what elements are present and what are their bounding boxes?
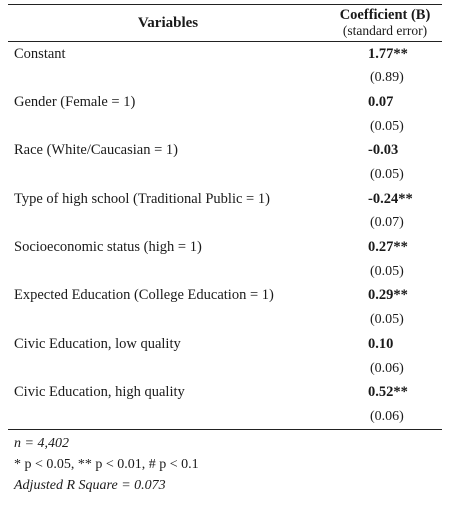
table-row [8, 284, 442, 308]
table-row [8, 187, 442, 211]
table-row-se [8, 211, 442, 235]
variable-label: Expected Education (College Education = 1) [14, 287, 274, 304]
header-coef-subtitle: (standard error) [342, 23, 428, 38]
table-row [8, 90, 442, 114]
variable-label: Type of high school (Traditional Public = 1) [14, 190, 270, 207]
r-square-note: Adjusted R Square = 0.073 [14, 477, 166, 493]
header-coefficient [328, 8, 442, 38]
coefficient-value: 0.10 [368, 335, 394, 352]
table-header [8, 5, 442, 41]
coefficient-value: 0.27** [368, 239, 408, 256]
coefficient-value: 0.52** [368, 384, 408, 401]
header-coef-title: Coefficient (B) [339, 7, 431, 23]
variable-label: Constant [14, 45, 66, 62]
coefficient-value: -0.24** [368, 190, 413, 207]
significance-note: * p < 0.05, ** p < 0.01, # p < 0.1 [14, 456, 199, 472]
table-row [8, 139, 442, 163]
standard-error-value: (0.06) [370, 408, 404, 424]
table-footer [8, 433, 442, 496]
table-row [8, 236, 442, 260]
table-row [8, 381, 442, 405]
variable-label: Civic Education, high quality [14, 384, 185, 401]
regression-table [8, 4, 442, 496]
table-row-se [8, 66, 442, 90]
table-bottom-rule [8, 429, 442, 430]
table-body [8, 42, 442, 429]
standard-error-value: (0.07) [370, 215, 404, 231]
coefficient-value: 0.07 [368, 93, 394, 110]
standard-error-value: (0.06) [370, 360, 404, 376]
table-row [8, 332, 442, 356]
table-row-se [8, 405, 442, 429]
table-row [8, 42, 442, 66]
table-row-se [8, 163, 442, 187]
standard-error-value: (0.05) [370, 312, 404, 328]
header-variables: Variables [137, 14, 199, 31]
coefficient-value: -0.03 [368, 142, 399, 159]
table-row-se [8, 115, 442, 139]
variable-label: Race (White/Caucasian = 1) [14, 142, 178, 159]
coefficient-value: 1.77** [368, 45, 408, 62]
table-row-se [8, 308, 442, 332]
table-row-se [8, 260, 442, 284]
coefficient-value: 0.29** [368, 287, 408, 304]
table-row-se [8, 356, 442, 380]
standard-error-value: (0.05) [370, 263, 404, 279]
standard-error-value: (0.05) [370, 167, 404, 183]
variable-label: Gender (Female = 1) [14, 93, 136, 110]
standard-error-value: (0.89) [370, 70, 404, 86]
sample-size-note: n = 4,402 [14, 435, 69, 451]
standard-error-value: (0.05) [370, 118, 404, 134]
variable-label: Civic Education, low quality [14, 335, 181, 352]
variable-label: Socioeconomic status (high = 1) [14, 239, 202, 256]
